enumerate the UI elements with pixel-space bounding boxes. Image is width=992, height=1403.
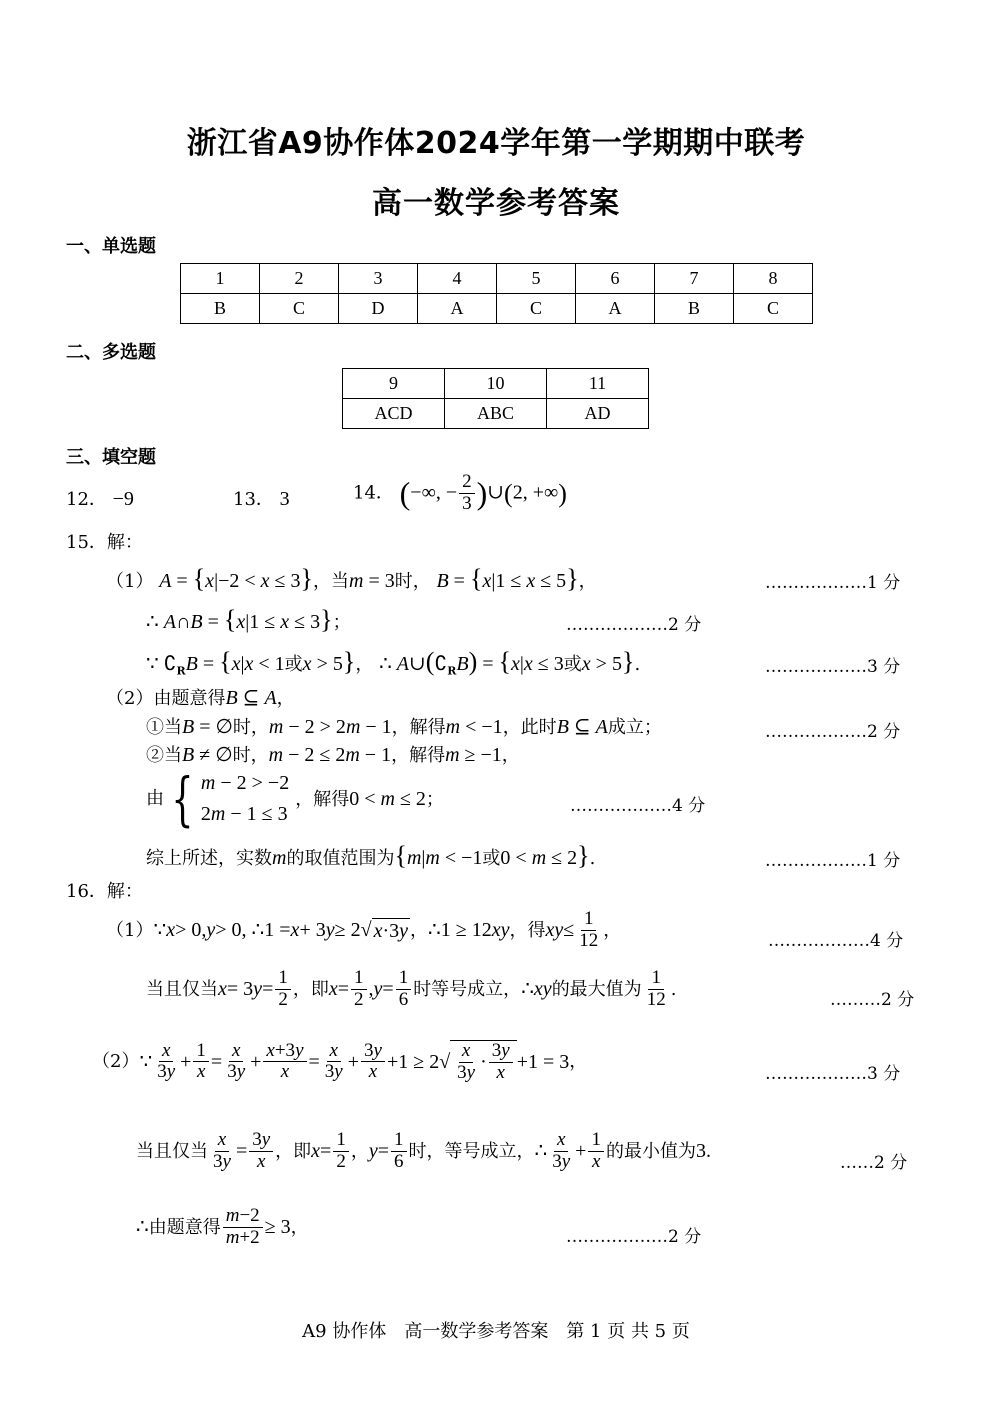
q14-answer-line: 14． (−∞, − $\frac{2}{3}$ )∪(2, +∞) bbox=[353, 471, 567, 514]
q13-answer-line bbox=[233, 487, 290, 511]
table-cell: ABC bbox=[445, 399, 547, 429]
q16-part1-line2: 当且仅当 x = 3 y = $\frac{1}{2}$ ，即 x = $\frac{1}{2}$ , y = $\frac{1}{6}$ 时等号成立， ∴ xy 的最大值为 $\frac{1}{12}$ . bbox=[146, 967, 677, 1010]
page-footer: A9 协作体 高一数学参考答案 第 1 页 共 5 页 bbox=[302, 1321, 690, 1342]
q14-label: 14． bbox=[353, 482, 394, 504]
q15-points-5: ………………4 分 bbox=[570, 796, 706, 816]
q15-points-1: ………………1 分 bbox=[765, 573, 901, 593]
page-title: 浙江省A9协作体2024学年第一学期期中联考 bbox=[186, 126, 806, 161]
table-cell: 5 bbox=[497, 264, 576, 294]
q15-part2-label: （2）由题意得 bbox=[106, 688, 226, 709]
q13-value: 3 bbox=[279, 488, 290, 510]
q15-part1-line3: ∵ $∁_RB = \{x|x < 1$或x > 5}， ∴ $A\cup(∁_RB) = \{x|x \le 3$或x > 5}. bbox=[146, 647, 641, 678]
table-row bbox=[181, 294, 813, 324]
q15-case1-prefix: ①当 bbox=[146, 717, 182, 738]
q12-value: −9 bbox=[112, 488, 134, 510]
q16-equal-when-2: 当且仅当 bbox=[136, 1140, 208, 1162]
q15-case2-line: ②当B ≠ ∅时，m − 2 ≤ 2m − 1，解得m ≥ −1， bbox=[146, 744, 520, 766]
table-cell: C bbox=[497, 294, 576, 324]
table-row bbox=[343, 399, 649, 429]
table-cell: ACD bbox=[343, 399, 445, 429]
q16-label: 16．解： bbox=[66, 881, 143, 902]
q15-part1-label: （1） bbox=[106, 571, 154, 592]
section-single-choice: 一、单选题 bbox=[66, 236, 156, 257]
q16-part2-label: （2） bbox=[92, 1051, 140, 1073]
q12-label: 12． bbox=[66, 489, 107, 510]
q16-part2-line2: 当且仅当 $\frac{x}{3y}$ = $\frac{3y}{x}$ ，即 x = $\frac{1}{2}$ ， y = $\frac{1}{6}$ 时，等号成立， ∴ $\frac{x}{3y}$ + $\frac{1}{x}$ 的最小值为 3. bbox=[136, 1129, 711, 1172]
single-choice-table bbox=[180, 263, 813, 324]
table-cell: 6 bbox=[576, 264, 655, 294]
q16-part2-line3: ∴ 由题意得 $\frac{m-2}{m+2}$ ≥ 3 ， bbox=[136, 1205, 309, 1248]
table-row bbox=[181, 264, 813, 294]
q16-part1-label: （1） bbox=[106, 919, 154, 941]
multi-choice-table bbox=[342, 368, 649, 429]
table-cell: 2 bbox=[260, 264, 339, 294]
table-cell: D bbox=[339, 294, 418, 324]
q16-part1-line1: （1） ∵ x > 0, y > 0, ∴1 = x + 3 y ≥ 2√ x·3y ， ∴1 ≥ 12 xy ，得 xy ≤ $\frac{1}{12}$ ， bbox=[106, 908, 622, 951]
table-cell: C bbox=[734, 294, 813, 324]
q15-case2-prefix: ②当 bbox=[146, 745, 182, 766]
table-cell: 1 bbox=[181, 264, 260, 294]
q15-part2-line1: （2）由题意得B ⊆ A， bbox=[106, 687, 295, 709]
q13-label: 13． bbox=[233, 489, 274, 510]
table-row bbox=[343, 369, 649, 399]
page-subtitle: 高一数学参考答案 bbox=[372, 186, 620, 221]
table-cell: A bbox=[576, 294, 655, 324]
table-cell: 4 bbox=[418, 264, 497, 294]
q15-summary: 综上所述，实数 bbox=[146, 848, 272, 869]
q16-points-4: ……2 分 bbox=[840, 1153, 908, 1173]
table-cell: 11 bbox=[547, 369, 649, 399]
q15-by: 由 bbox=[146, 788, 164, 810]
q15-points-6: ………………1 分 bbox=[765, 851, 901, 871]
q16-equal-when-1: 当且仅当 bbox=[146, 978, 218, 1000]
table-cell: A bbox=[418, 294, 497, 324]
table-cell: AD bbox=[547, 399, 649, 429]
table-cell: B bbox=[181, 294, 260, 324]
table-cell: 9 bbox=[343, 369, 445, 399]
q15-part1-line1: （1） A = {x|−2 < x ≤ 3}，当m = 3时， B = {x|1 ≤ x ≤ 5}， bbox=[106, 564, 597, 593]
q16-points-2: ………2 分 bbox=[830, 990, 915, 1010]
q15-case1-line: ①当B = ∅时，m − 2 > 2m − 1，解得m < −1，此时B ⊆ A成立； bbox=[146, 716, 662, 738]
q16-part2-line1: （2） ∵ $\frac{x}{3y}$ + $\frac{1}{x}$ = $\frac{x}{3y}$ + $\frac{x+3y}{x}$ = $\frac{x}{3y}$ + $\frac{3y}{x}$ +1 ≥ 2√ $\frac{x}{3y}$ · $\frac{3y}{x}$ +1 = 3 ， bbox=[92, 1039, 588, 1083]
q16-points-3: ………………3 分 bbox=[765, 1064, 901, 1084]
table-cell: 8 bbox=[734, 264, 813, 294]
q12-answer-line bbox=[66, 487, 134, 511]
table-cell: 3 bbox=[339, 264, 418, 294]
section-multi-choice: 二、多选题 bbox=[66, 342, 156, 363]
table-cell: 10 bbox=[445, 369, 547, 399]
q15-points-3: ………………3 分 bbox=[765, 657, 901, 677]
q16-points-5: ………………2 分 bbox=[566, 1227, 702, 1247]
q15-summary-mid: 的取值范围为 bbox=[286, 848, 395, 869]
table-cell: C bbox=[260, 294, 339, 324]
table-cell: 7 bbox=[655, 264, 734, 294]
q15-label: 15．解： bbox=[66, 532, 143, 553]
table-cell: B bbox=[655, 294, 734, 324]
q16-points-1: ………………4 分 bbox=[768, 931, 904, 951]
q15-points-2: ………………2 分 bbox=[566, 615, 702, 635]
q15-system-line: 由 { m − 2 > −2 2m − 1 ≤ 3 ，解得0 < m ≤ 2； bbox=[146, 765, 444, 833]
section-fill-blank: 三、填空题 bbox=[66, 447, 156, 468]
q15-part1-line2: ∴ A∩B = {x|1 ≤ x ≤ 3}； bbox=[146, 605, 351, 634]
q15-points-4: ………………2 分 bbox=[765, 722, 901, 742]
q15-summary-line: 综上所述，实数m的取值范围为{m|m < −1或0 < m ≤ 2}. bbox=[146, 841, 596, 870]
